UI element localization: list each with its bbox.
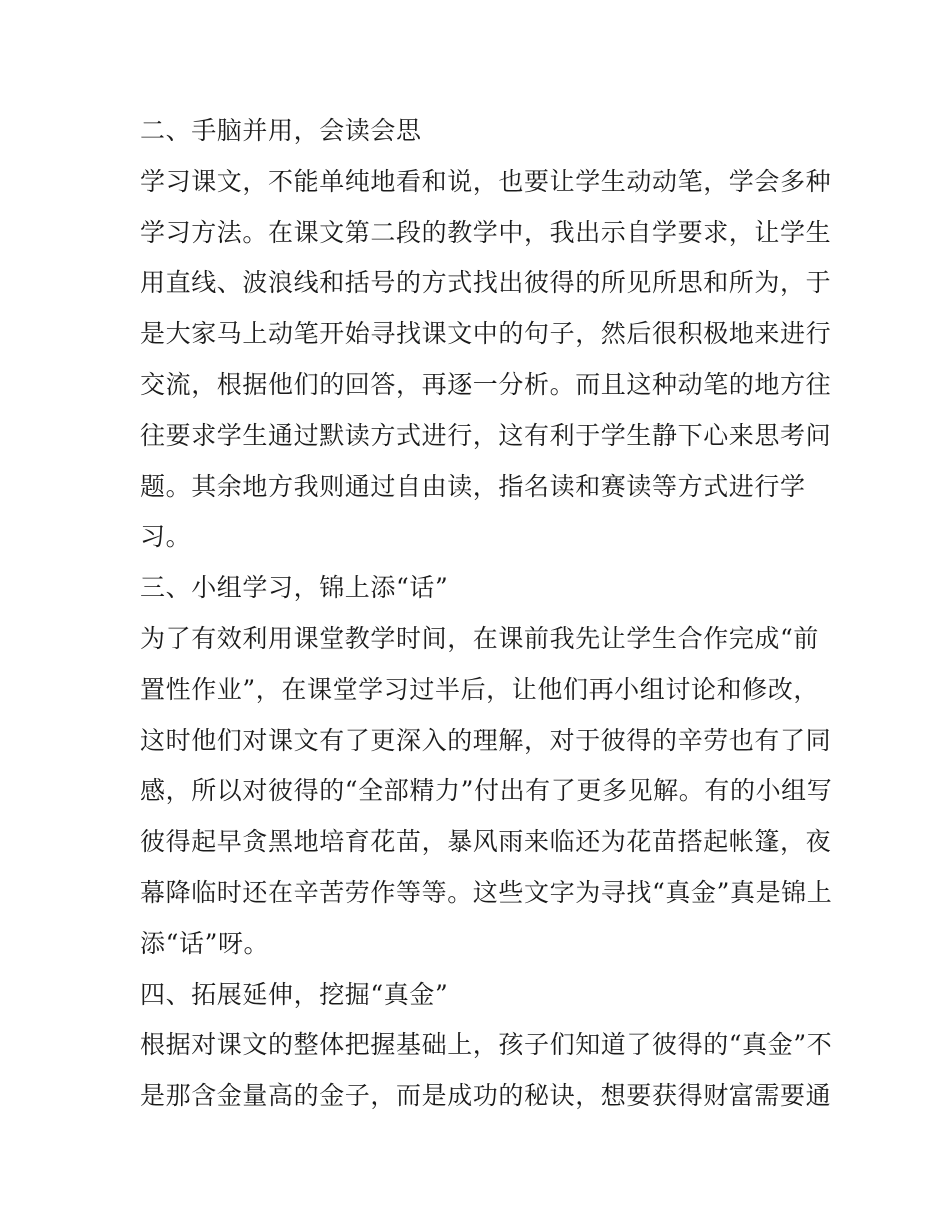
paragraph-line: 添“话”呀。 (140, 928, 270, 958)
paragraph-line: 是大家马上动笔开始寻找课文中的句子，然后很积极地来进行 (140, 319, 832, 349)
paragraph-line: 是那含金量高的金子，而是成功的秘诀，想要获得财富需要通 (140, 1081, 832, 1111)
paragraph-line: 学习方法。在课文第二段的教学中，我出示自学要求，让学生 (140, 217, 832, 247)
paragraph-line: 彼得起早贪黑地培育花苗，暴风雨来临还为花苗搭起帐篷，夜 (140, 827, 832, 857)
paragraph-line: 根据对课文的整体把握基础上，孩子们知道了彼得的“真金”不 (140, 1030, 833, 1060)
paragraph-line: 学习课文，不能单纯地看和说，也要让学生动动笔，学会多种 (140, 166, 832, 196)
paragraph-line: 交流，根据他们的回答，再逐一分析。而且这种动笔的地方往 (140, 369, 832, 399)
section-heading-3: 三、小组学习，锦上添“话” (140, 573, 449, 603)
paragraph-line: 这时他们对课文有了更深入的理解，对于彼得的辛劳也有了同 (140, 725, 832, 755)
paragraph-line: 用直线、波浪线和括号的方式找出彼得的所见所思和所为，于 (140, 268, 832, 298)
paragraph-line: 往要求学生通过默读方式进行，这有利于学生静下心来思考问 (140, 420, 832, 450)
paragraph-line: 题。其余地方我则通过自由读，指名读和赛读等方式进行学 (140, 471, 806, 501)
paragraph-line: 习。 (140, 522, 192, 552)
section-heading-2: 二、手脑并用，会读会思 (140, 116, 422, 145)
paragraph-line: 幕降临时还在辛苦劳作等等。这些文字为寻找“真金”真是锦上 (140, 877, 833, 907)
paragraph-line: 为了有效利用课堂教学时间，在课前我先让学生合作完成“前 (140, 623, 819, 653)
paragraph-line: 感，所以对彼得的“全部精力”付出有了更多见解。有的小组写 (140, 776, 833, 806)
document-body (140, 106, 833, 1122)
paragraph-line: 置性作业”，在课堂学习过半后，让他们再小组讨论和修改， (140, 674, 819, 704)
section-heading-4: 四、拓展延伸，挖掘“真金” (140, 979, 449, 1009)
